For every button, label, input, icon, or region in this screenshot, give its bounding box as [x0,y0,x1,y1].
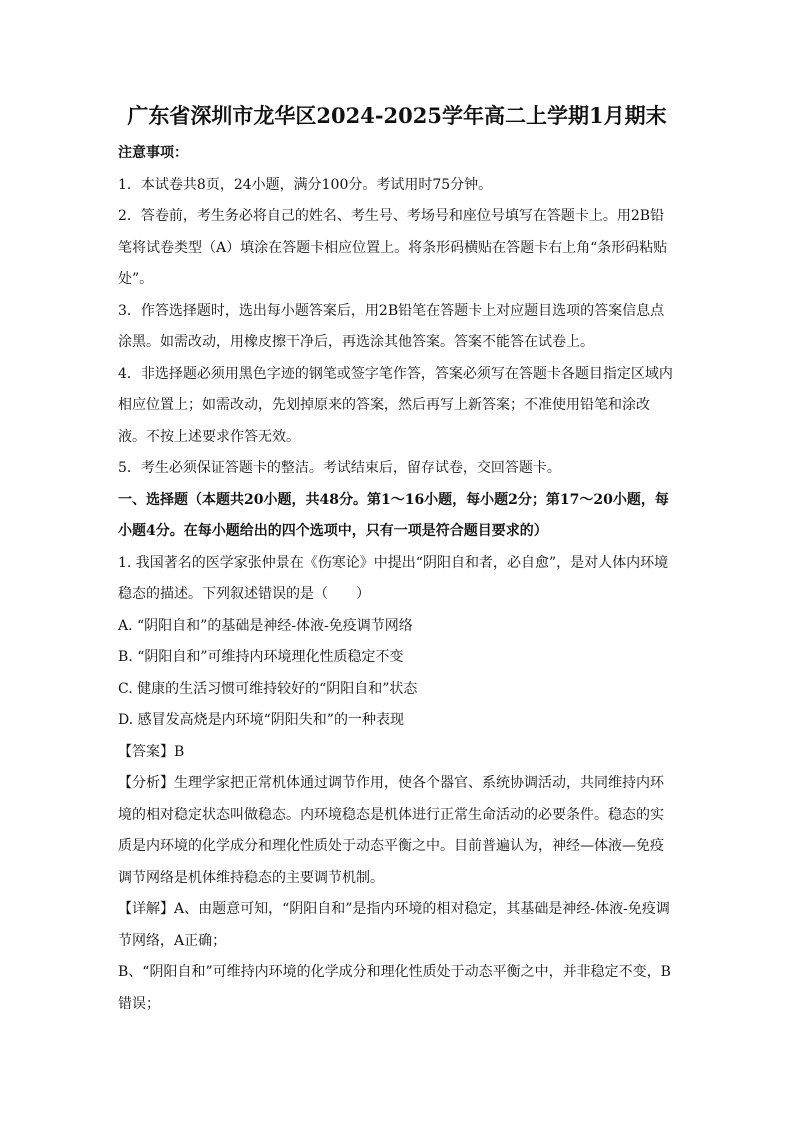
document-page [118,100,676,1020]
question-stem: 1. 我国著名的医学家张仲景在《伤寒论》中提出“阴阳自和者，必自愈”，是对人体内环境稳态的描述。下列叙述错误的是（ ） [118,554,669,602]
notice-heading: 注意事项： [118,145,188,161]
answer: 【答案】B [118,743,185,760]
detail-b: B、“阴阳自和”可维持内环境的化学成分和理化性质处于动态平衡之中，并非稳定不变，B错误； [118,964,671,1012]
option-b: B. “阴阳自和”可维持内环境理化性质稳定不变 [118,649,404,665]
notice-item-4: 4．非选择题必须用黑色字迹的钢笔或签字笔作答，答案必须写在答题卡各题目指定区域内相应位置上；如需改动，先划掉原来的答案，然后再写上新答案；不准使用铅笔和涂改液。不按上述要求作答无效。 [118,365,673,445]
option-c: C. 健康的生活习惯可维持较好的“阴阳自和”状态 [118,680,418,697]
option-d: D. 感冒发高烧是内环境“阴阳失和”的一种表现 [118,712,404,728]
option-a: A. “阴阳自和”的基础是神经-体液-免疫调节网络 [118,617,413,634]
notice-item-2: 2．答卷前，考生务必将自己的姓名、考生号、考场号和座位号填写在答题卡上。用2B铅笔将试卷类型（A）填涂在答题卡相应位置上。将条形码横贴在答题卡右上角“条形码粘贴处”。 [118,208,668,287]
analysis: 【分析】生理学家把正常机体通过调节作用，使各个器官、系统协调活动，共同维持内环境的相对稳定状态叫做稳态。内环境稳态是机体进行正常生命活动的必要条件。稳态的实质是内环境的化学成分和理化性质处于动态平衡之中。目前普遍认为，神经—体液—免疫调节网络是机体维持稳态的主要调节机制。 [118,775,664,886]
document-title: 广东省深圳市龙华区2024-2025学年高二上学期1月期末 [127,103,667,128]
notice-item-5: 5．考生必须保证答题卡的整洁。考试结束后，留存试卷，交回答题卡。 [118,460,561,476]
notice-item-1: 1．本试卷共8页，24小题，满分100分。考试用时75分钟。 [118,176,493,193]
notice-item-3: 3．作答选择题时，选出每小题答案后，用2B铅笔在答题卡上对应题目选项的答案信息点涂黑。如需改动，用橡皮擦干净后，再选涂其他答案。答案不能答在试卷上。 [118,302,665,350]
section-heading: 一、选择题（本题共20小题，共48分。第1～16小题，每小题2分；第17～20小题，每小题4分。在每小题给出的四个选项中，只有一项是符合题目要求的） [118,491,669,539]
detail-a: 【详解】A、由题意可知，“阴阳自和”是指内环境的相对稳定，其基础是神经-体液-免疫调节网络，A正确； [118,901,670,949]
